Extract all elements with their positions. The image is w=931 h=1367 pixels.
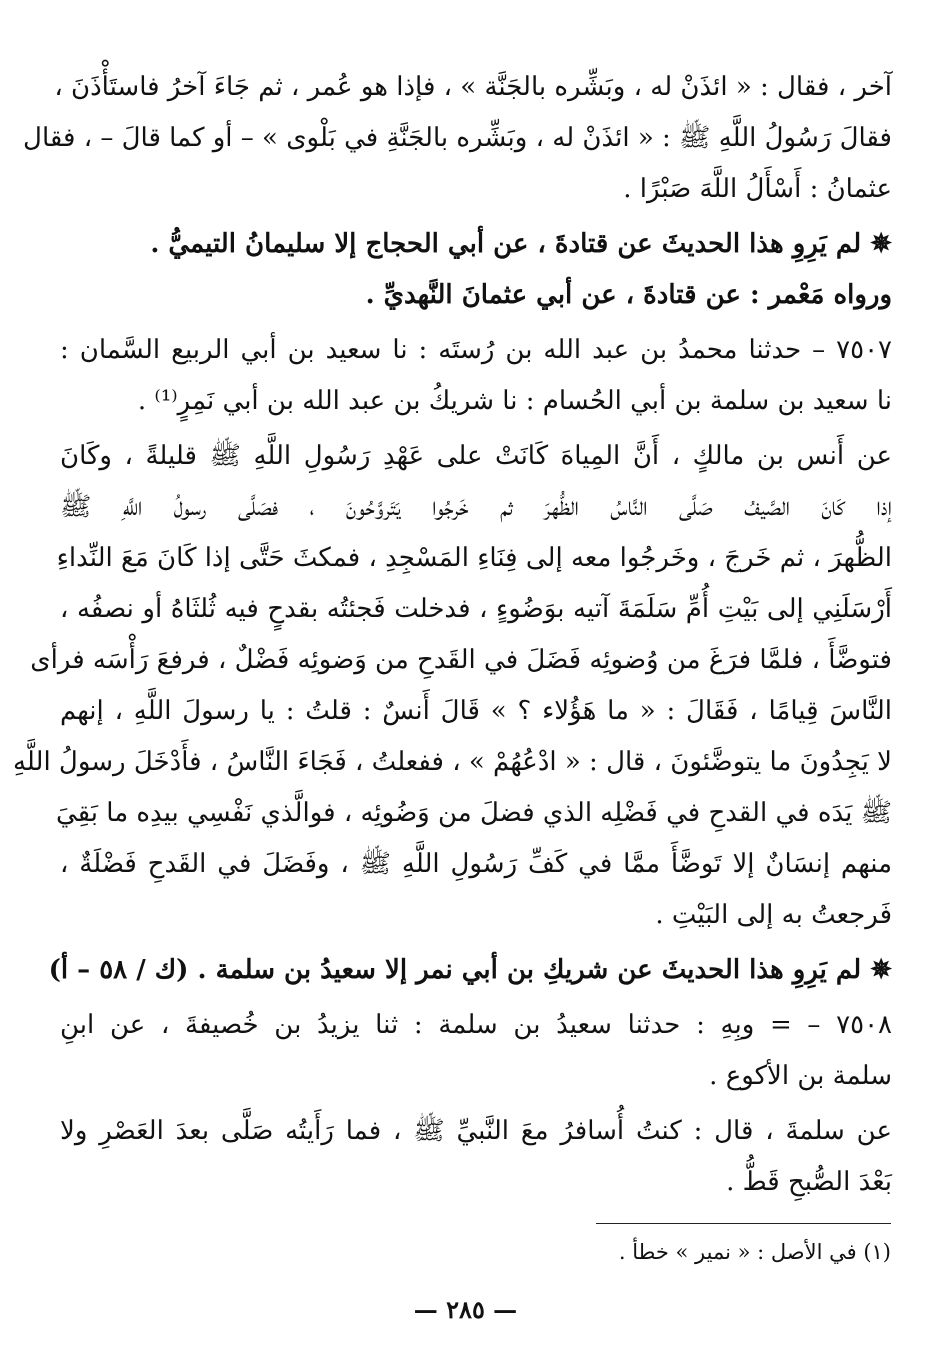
narration-note-3: ✵ لم يَرِوِ هذا الحديثَ عن شريكِ بن أبي نمر إلا سعيدُ بن سلمة . (ك / ٥٨ – أ) — [48, 955, 892, 985]
hadith-7508-isnad-1: ٧٥٠٨ – = وبِهِ : حدثنا سعيدُ بن سلمة : ثنا يزيدُ بن خُصيفةَ ، عن ابنِ — [60, 1010, 892, 1040]
hadith-7507-matn-3: الظُّهرَ ، ثم خَرجَ ، وخَرجُوا معه إلى فِنَاءِ المَسْجِدِ ، فمكثَ حَتَّى إذا كَانَ مَعَ النِّداءِ — [56, 543, 892, 573]
text-line-1: آخر ، فقال : « ائذَنْ له ، وبَشِّره بالجَنَّة » ، فإذا هو عُمر ، ثم جَاءَ آخرُ فاستَأْذَنَ ، — [54, 72, 892, 102]
footnote: (١) في الأصل : « نمير » خطأ . — [618, 1240, 891, 1264]
hadith-7507-matn-1: عن أَنس بن مالكٍ ، أَنَّ المِياهَ كَانَتْ على عَهْدِ رَسُولِ اللَّهِ ﷺ قليلةً ، وكَانَ — [60, 441, 893, 471]
hadith-7507-matn-8: ﷺ يَدَه في القدحِ في فَضْلِه الذي فضلَ من وَضُوئِه ، فوالَّذي نَفْسِي بيدِه ما بَقِيَ — [55, 798, 892, 828]
hadith-7507-isnad-2: نا سعيد بن سلمة بن أبي الحُسام : نا شريكُ بن عبد الله بن أبي نَمِرٍ⁽¹⁾ . — [137, 386, 892, 416]
page-body — [12, 62, 893, 1208]
hadith-7507-isnad-1: ٧٥٠٧ – حدثنا محمدُ بن عبد الله بن رُستَه : نا سعيد بن أبي الربيع السَّمان : — [60, 335, 892, 365]
hadith-7507-matn-10: فَرجعتُ به إلى البَيْتِ . — [655, 900, 892, 930]
hadith-7507-matn-5: فتوضَّأَ ، فلمَّا فرَغَ من وُضوئِه فَضَلَ في القَدحِ من وَضوئِه فَضْلٌ ، فرفعَ رَأْسَه فرأى — [30, 645, 892, 675]
hadith-7507-matn-4: أَرْسَلَنِي إلى بَيْتِ أُمِّ سَلَمَةَ آتيه بوَضُوءٍ ، فدخلت فَجئتُه بقدحٍ فيه ثُلثَاهُ أو نصفُه ، — [60, 594, 892, 624]
hadith-7507-matn-7: لا يَجِدُونَ ما يتوضَّئونَ ، قال : « ادْعُهُمْ » ، ففعلتُ ، فَجَاءَ النَّاسُ ، فأَدْخَلَ رسولُ اللَّهِ — [12, 747, 892, 777]
hadith-7507-matn-6: النَّاسَ قِيامًا ، فَقَالَ : « ما هَؤُلاء ؟ » قَالَ أَنسٌ : قلتُ : يا رسولَ اللَّهِ ، إنهم — [60, 696, 892, 726]
hadith-7507-matn-9: منهم إنسَانٌ إلا تَوضَّأَ ممَّا في كَفِّ رَسُولِ اللَّهِ ﷺ ، وفَضَلَ في القَدحِ فَضْلَةٌ ، — [60, 849, 892, 879]
narration-note-1: ✵ لم يَرِوِ هذا الحديثَ عن قتادةَ ، عن أبي الحجاج إلا سليمانُ التيميُّ . — [150, 229, 892, 259]
hadith-7508-matn-2: بَعْدَ الصُّبحِ قَطُّ . — [726, 1167, 892, 1197]
page-number: — ٢٨٥ — — [413, 1295, 518, 1324]
hadith-7508-isnad-2: سلمة بن الأكوع . — [709, 1061, 892, 1091]
text-line-2: فقالَ رَسُولُ اللَّهِ ﷺ : « ائذَنْ له ، وبَشِّره بالجَنَّةِ في بَلْوى » – أو كما قالَ – ، فقال — [23, 123, 892, 153]
hadith-7508-matn-1: عن سلمةَ ، قال : كنتُ أُسافرُ معَ النَّبيِّ ﷺ ، فما رَأَيتُه صَلَّى بعدَ العَصْرِ ولا — [60, 1116, 892, 1146]
narration-note-2: ورواه مَعْمر : عن قتادةَ ، عن أبي عثمانَ النَّهديِّ . — [365, 280, 892, 310]
text-line-3: عثمانُ : أَسْأَلُ اللَّهَ صَبْرًا . — [623, 174, 892, 204]
hadith-7507-matn-2: إذا كَانَ الصَّيفُ صَلَّى النَّاسُ الظُّهرَ ثم خَرجُوا يَتَروَّحُونَ ، فصَلَّى رسولُ اللَّهِ ﷺ — [60, 492, 892, 522]
footnote-separator — [596, 1223, 891, 1224]
